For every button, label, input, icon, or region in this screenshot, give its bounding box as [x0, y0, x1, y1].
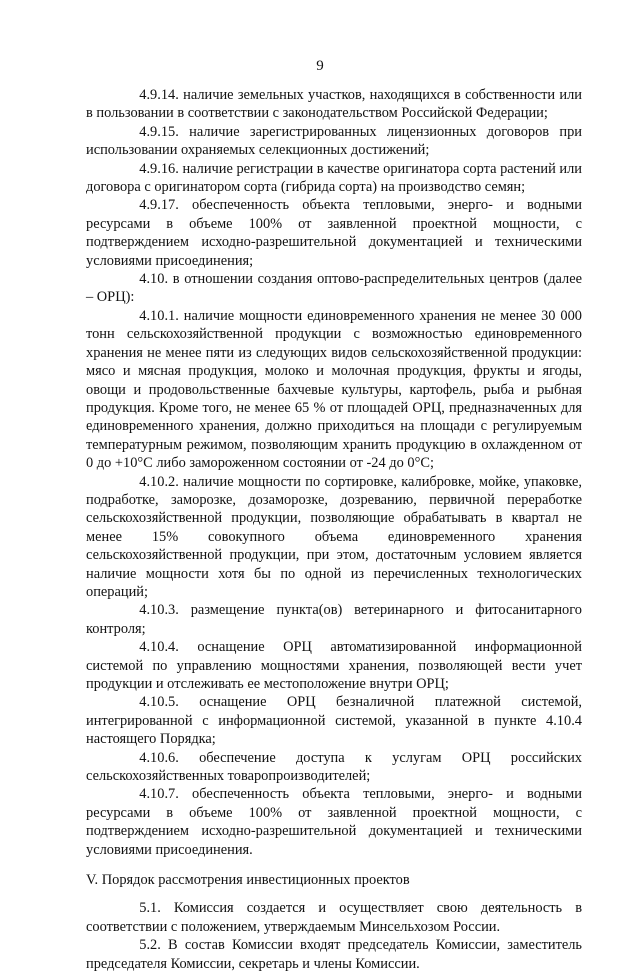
section-heading: V. Порядок рассмотрения инвестиционных проектов	[86, 872, 410, 889]
paragraph-4-10-4: 4.10.4. оснащение ОРЦ автоматизированной информационной системой по управлению мощностями хранения, позволяющей вести учет продукции и отслеживать ее местоположение внутри ОРЦ;	[86, 639, 582, 692]
paragraph-4-10-1: 4.10.1. наличие мощности единовременного хранения не менее 30 000 тонн сельскохозяйственной продукции с возможностью единовременного хранения не менее пяти из следующих видов сельскохозяйственной продукции: мясо и мясная продукция, молоко и молочная продукция, фрукты и ягоды, овощи и продовольственные бахчевые культуры, картофель, рыба и рыбная продукция. Кроме того, не менее 65 % от площадей ОРЦ, предназначенных для единовременного хранения, должно приходиться на площади с регулируемым температурным режимом, позволяющим хранить продукцию в охлажденном от 0 до +10°С либо замороженном состоянии от -24 до 0°С;	[86, 307, 582, 472]
paragraph-4-9-17: 4.9.17. обеспеченность объекта тепловыми, энерго- и водными ресурсами в объеме 100% от заявленной проектной мощности, с подтверждением исходно-разрешительной документацией и техническими условиями присоединения;	[86, 197, 582, 269]
document-body	[86, 86, 582, 973]
paragraph-5-2: 5.2. В состав Комиссии входят председатель Комиссии, заместитель председателя Комиссии, секретарь и члены Комиссии.	[86, 937, 582, 972]
paragraph-4-10-5: 4.10.5. оснащение ОРЦ безналичной платежной системой, интегрированной с информационной системой, указанной в пункте 4.10.4 настоящего Порядка;	[86, 694, 582, 748]
page-number: 9	[316, 58, 324, 74]
paragraph-4-10-2: 4.10.2. наличие мощности по сортировке, калибровке, мойке, упаковке, подработке, заморозке, дозаморозке, дозреванию, первичной переработке сельскохозяйственной продукции, позволяющие обрабатывать в квартал не менее 15% совокупного объема единовременного хранения сельскохозяйственной продукции, при этом, достаточным условием является наличие мощности хотя бы по одной из перечисленных технологических операций;	[86, 473, 582, 600]
paragraph-4-10-7: 4.10.7. обеспеченность объекта тепловыми, энерго- и водными ресурсами в объеме 100% от заявленной проектной мощности, с подтверждением исходно-разрешительной документацией и техническими условиями присоединения.	[86, 786, 582, 858]
paragraph-4-9-15: 4.9.15. наличие зарегистрированных лицензионных договоров при использовании охраняемых селекционных достижений;	[86, 123, 582, 159]
paragraph-4-10-3: 4.10.3. размещение пункта(ов) ветеринарного и фитосанитарного контроля;	[86, 602, 582, 637]
paragraph-4-9-16: 4.9.16. наличие регистрации в качестве оригинатора сорта растений или договора с оригинатором сорта (гибрида сорта) на производство семян;	[86, 160, 582, 196]
paragraph-4-10: 4.10. в отношении создания оптово-распределительных центров (далее – ОРЦ):	[86, 271, 582, 306]
paragraph-4-9-14: 4.9.14. наличие земельных участков, находящихся в собственности или в пользовании в соответствии с законодательством Российской Федерации;	[86, 87, 582, 122]
paragraph-4-10-6: 4.10.6. обеспечение доступа к услугам ОРЦ российских сельскохозяйственных товаропроизводителей;	[86, 749, 582, 785]
paragraph-5-1: 5.1. Комиссия создается и осуществляет свою деятельность в соответствии с положением, утверждаемым Минсельхозом России.	[86, 900, 582, 935]
